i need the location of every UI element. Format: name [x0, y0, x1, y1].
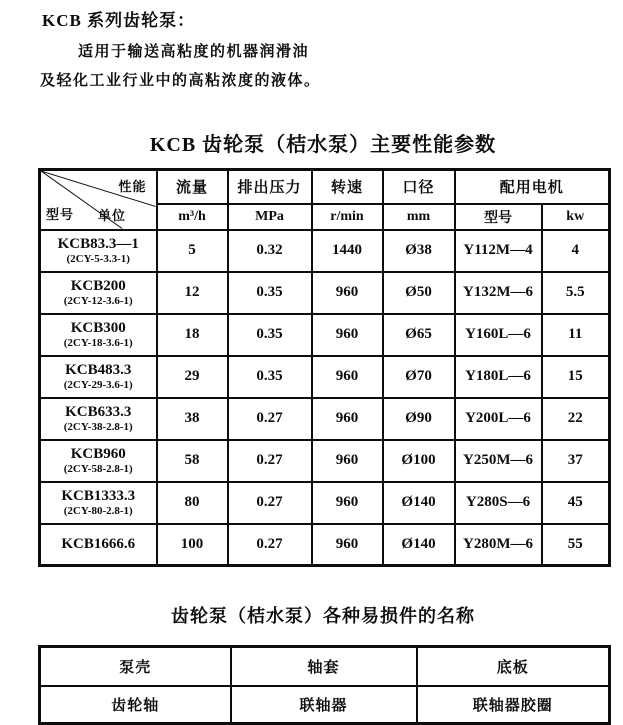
- speed-cell: 960: [312, 524, 383, 566]
- model-variant: (2CY-80-2.8-1): [63, 505, 133, 518]
- diameter-cell: Ø65: [383, 314, 455, 356]
- header-diameter: 口径: [383, 170, 455, 204]
- flow-cell: 38: [157, 398, 228, 440]
- model-name: KCB200: [70, 277, 126, 294]
- pressure-cell: 0.35: [228, 314, 312, 356]
- speed-cell: 960: [312, 356, 383, 398]
- speed-cell: 1440: [312, 230, 383, 272]
- model-cell: [40, 356, 157, 398]
- model-variant: (2CY-12-3.6-1): [63, 295, 133, 308]
- parts-table: [38, 645, 611, 725]
- power-cell: 55: [542, 524, 610, 566]
- header-discharge-pressure: 排出压力: [228, 170, 312, 204]
- model-variant: (2CY-29-3.6-1): [63, 379, 133, 392]
- diameter-cell: Ø100: [383, 440, 455, 482]
- corner-label-model: 型号: [46, 206, 75, 222]
- series-heading: KCB 系列齿轮泵：: [42, 11, 196, 30]
- header-motor-power: kw: [542, 204, 610, 230]
- pressure-cell: 0.27: [228, 440, 312, 482]
- parts-row: [40, 686, 610, 724]
- motor-model-cell: Y200L—6: [455, 398, 542, 440]
- parts-cell: 联轴器: [231, 686, 417, 724]
- parts-cell: 泵壳: [40, 647, 231, 686]
- header-flow: 流量: [157, 170, 228, 204]
- header-row-1: [40, 170, 610, 204]
- motor-model-cell: Y132M—6: [455, 272, 542, 314]
- diameter-cell: Ø140: [383, 482, 455, 524]
- parts-cell: 联轴器胶圈: [417, 686, 610, 724]
- pressure-cell: 0.27: [228, 398, 312, 440]
- model-cell: [40, 440, 157, 482]
- flow-cell: 58: [157, 440, 228, 482]
- performance-table: [38, 168, 611, 567]
- parts-row: [40, 647, 610, 686]
- model-name: KCB300: [70, 319, 126, 336]
- performance-table-title: KCB 齿轮泵（桔水泵）主要性能参数: [149, 134, 497, 156]
- diameter-cell: Ø140: [383, 524, 455, 566]
- flow-cell: 18: [157, 314, 228, 356]
- motor-model-cell: Y112M—4: [455, 230, 542, 272]
- flow-cell: 5: [157, 230, 228, 272]
- speed-cell: 960: [312, 440, 383, 482]
- model-name: KCB83.3—1: [57, 235, 139, 252]
- model-cell: [40, 398, 157, 440]
- table-row: [40, 356, 610, 398]
- model-name: KCB960: [70, 445, 126, 462]
- pressure-cell: 0.27: [228, 482, 312, 524]
- parts-cell: 轴套: [231, 647, 417, 686]
- pressure-cell: 0.35: [228, 356, 312, 398]
- power-cell: 11: [542, 314, 610, 356]
- motor-model-cell: Y180L—6: [455, 356, 542, 398]
- model-variant: (2CY-58-2.8-1): [63, 463, 133, 476]
- pressure-cell: 0.32: [228, 230, 312, 272]
- motor-model-cell: Y280M—6: [455, 524, 542, 566]
- table-row: [40, 440, 610, 482]
- model-name: KCB1666.6: [61, 535, 136, 552]
- diameter-cell: Ø38: [383, 230, 455, 272]
- diameter-cell: Ø50: [383, 272, 455, 314]
- power-cell: 45: [542, 482, 610, 524]
- unit-speed: r/min: [312, 204, 383, 230]
- parts-table-title: 齿轮泵（桔水泵）各种易损件的名称: [171, 606, 475, 626]
- speed-cell: 960: [312, 272, 383, 314]
- header-speed: 转速: [312, 170, 383, 204]
- model-name: KCB1333.3: [61, 487, 136, 504]
- motor-model-cell: Y160L—6: [455, 314, 542, 356]
- pressure-cell: 0.27: [228, 524, 312, 566]
- model-name: KCB483.3: [65, 361, 132, 378]
- flow-cell: 100: [157, 524, 228, 566]
- model-variant: (2CY-5-3.3-1): [66, 253, 130, 266]
- table-row: [40, 524, 610, 566]
- power-cell: 37: [542, 440, 610, 482]
- model-cell: [40, 524, 157, 566]
- corner-label-unit: 单位: [98, 208, 127, 223]
- description-line-1: 适用于输送高粘度的机器润滑油: [78, 44, 310, 60]
- speed-cell: 960: [312, 314, 383, 356]
- speed-cell: 960: [312, 398, 383, 440]
- diameter-cell: Ø70: [383, 356, 455, 398]
- flow-cell: 12: [157, 272, 228, 314]
- model-variant: (2CY-38-2.8-1): [63, 421, 133, 434]
- corner-cell: [40, 170, 157, 230]
- power-cell: 22: [542, 398, 610, 440]
- power-cell: 5.5: [542, 272, 610, 314]
- parts-cell: 齿轮轴: [40, 686, 231, 724]
- flow-cell: 80: [157, 482, 228, 524]
- speed-cell: 960: [312, 482, 383, 524]
- description-line-2: 及轻化工业行业中的高粘浓度的液体。: [40, 73, 321, 89]
- model-cell: [40, 272, 157, 314]
- power-cell: 15: [542, 356, 610, 398]
- parts-cell: 底板: [417, 647, 610, 686]
- header-motor-model: 型号: [455, 204, 542, 230]
- header-motor-group: 配用电机: [455, 170, 610, 204]
- table-row: [40, 230, 610, 272]
- diameter-cell: Ø90: [383, 398, 455, 440]
- power-cell: 4: [542, 230, 610, 272]
- table-row: [40, 314, 610, 356]
- motor-model-cell: Y250M—6: [455, 440, 542, 482]
- unit-diameter: mm: [383, 204, 455, 230]
- table-row: [40, 398, 610, 440]
- table-row: [40, 482, 610, 524]
- pressure-cell: 0.35: [228, 272, 312, 314]
- model-cell: [40, 314, 157, 356]
- flow-cell: 29: [157, 356, 228, 398]
- unit-discharge-pressure: MPa: [228, 204, 312, 230]
- model-cell: [40, 230, 157, 272]
- model-cell: [40, 482, 157, 524]
- model-name: KCB633.3: [65, 403, 132, 420]
- table-row: [40, 272, 610, 314]
- motor-model-cell: Y280S—6: [455, 482, 542, 524]
- unit-flow: m³/h: [157, 204, 228, 230]
- corner-label-performance: 性能: [118, 179, 147, 194]
- model-variant: (2CY-18-3.6-1): [63, 337, 133, 350]
